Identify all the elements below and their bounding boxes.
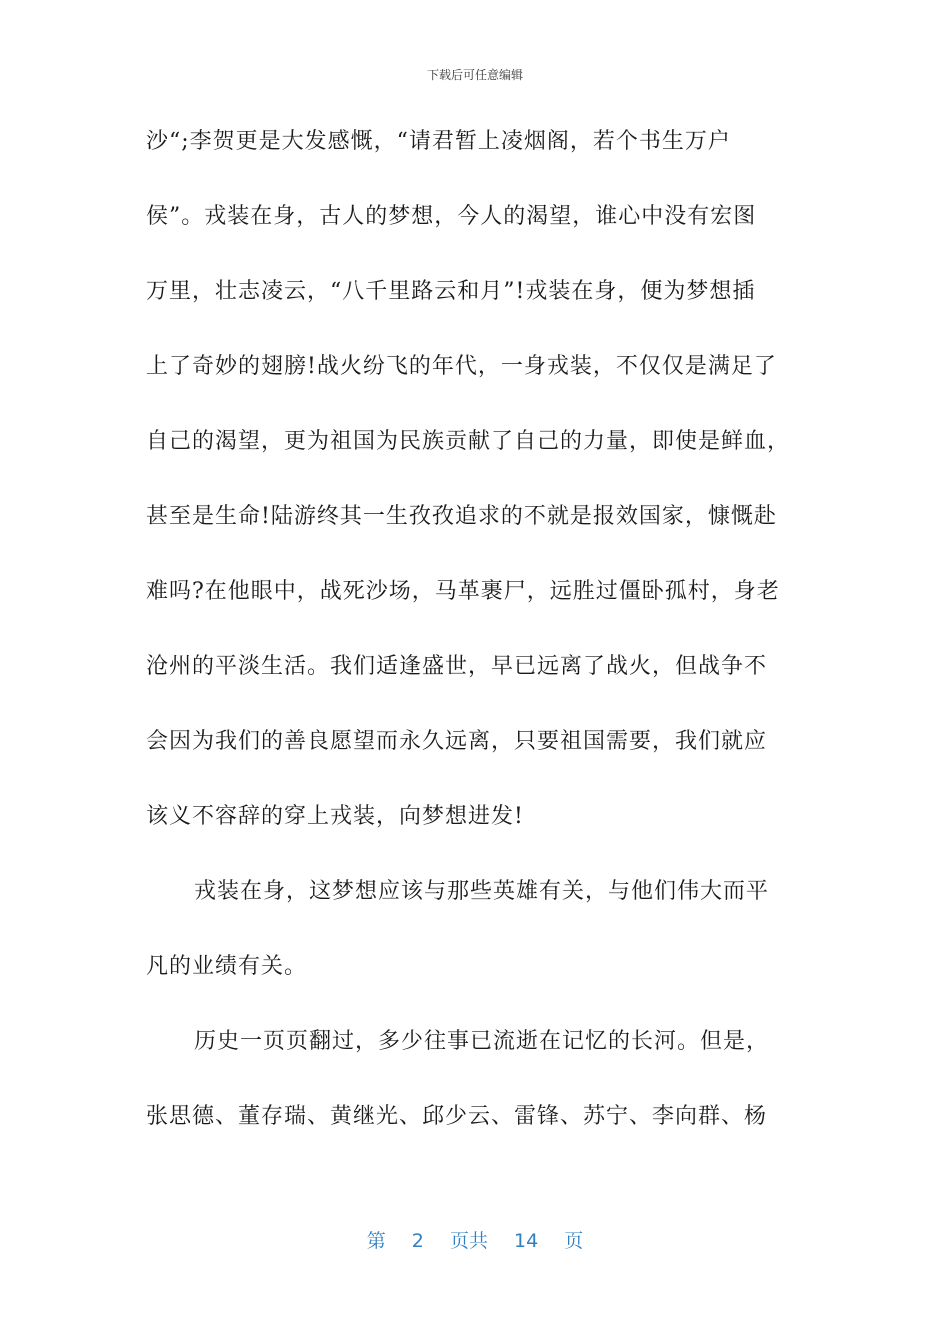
text-line: 会因为我们的善良愿望而永久远离，只要祖国需要，我们就应 bbox=[146, 729, 768, 754]
text-line: 甚至是生命!陆游终其一生孜孜追求的不就是报效国家，慷慨赴 bbox=[146, 504, 777, 529]
text-line: 该义不容辞的穿上戎装，向梦想进发! bbox=[146, 804, 524, 829]
paragraph-first-line: 戎装在身，这梦想应该与那些英雄有关，与他们伟大而平 bbox=[194, 879, 770, 904]
footer-middle: 页共 bbox=[449, 1230, 488, 1252]
text-line: 侯”。戎装在身，古人的梦想，今人的渴望，谁心中没有宏图 bbox=[146, 204, 757, 229]
total-page-count: 14 bbox=[514, 1230, 539, 1252]
text-line: 自己的渴望，更为祖国为民族贡献了自己的力量，即使是鲜血， bbox=[146, 429, 791, 454]
text-line: 沧州的平淡生活。我们适逢盛世，早已远离了战火，但战争不 bbox=[146, 654, 768, 679]
text-line: 万里，壮志凌云，“八千里路云和月”!戎装在身，便为梦想插 bbox=[146, 279, 756, 304]
paragraph-first-line: 历史一页页翻过，多少往事已流逝在记忆的长河。但是， bbox=[194, 1029, 770, 1054]
page-number-footer bbox=[0, 1226, 950, 1253]
text-line: 凡的业绩有关。 bbox=[146, 954, 308, 979]
text-line: 沙“;李贺更是大发感慨，“请君暂上凌烟阁，若个书生万户 bbox=[146, 129, 731, 154]
text-line: 张思德、董存瑞、黄继光、邱少云、雷锋、苏宁、李向群、杨 bbox=[146, 1104, 768, 1129]
header-note: 下载后可任意编辑 bbox=[426, 68, 523, 82]
text-line: 难吗?在他眼中，战死沙场，马革裹尸，远胜过僵卧孤村，身老 bbox=[146, 579, 780, 604]
current-page-number: 2 bbox=[411, 1230, 424, 1252]
text-line: 上了奇妙的翅膀!战火纷飞的年代，一身戎装，不仅仅是满足了 bbox=[146, 354, 777, 379]
footer-prefix: 第 bbox=[366, 1230, 386, 1252]
footer-suffix: 页 bbox=[564, 1230, 584, 1252]
